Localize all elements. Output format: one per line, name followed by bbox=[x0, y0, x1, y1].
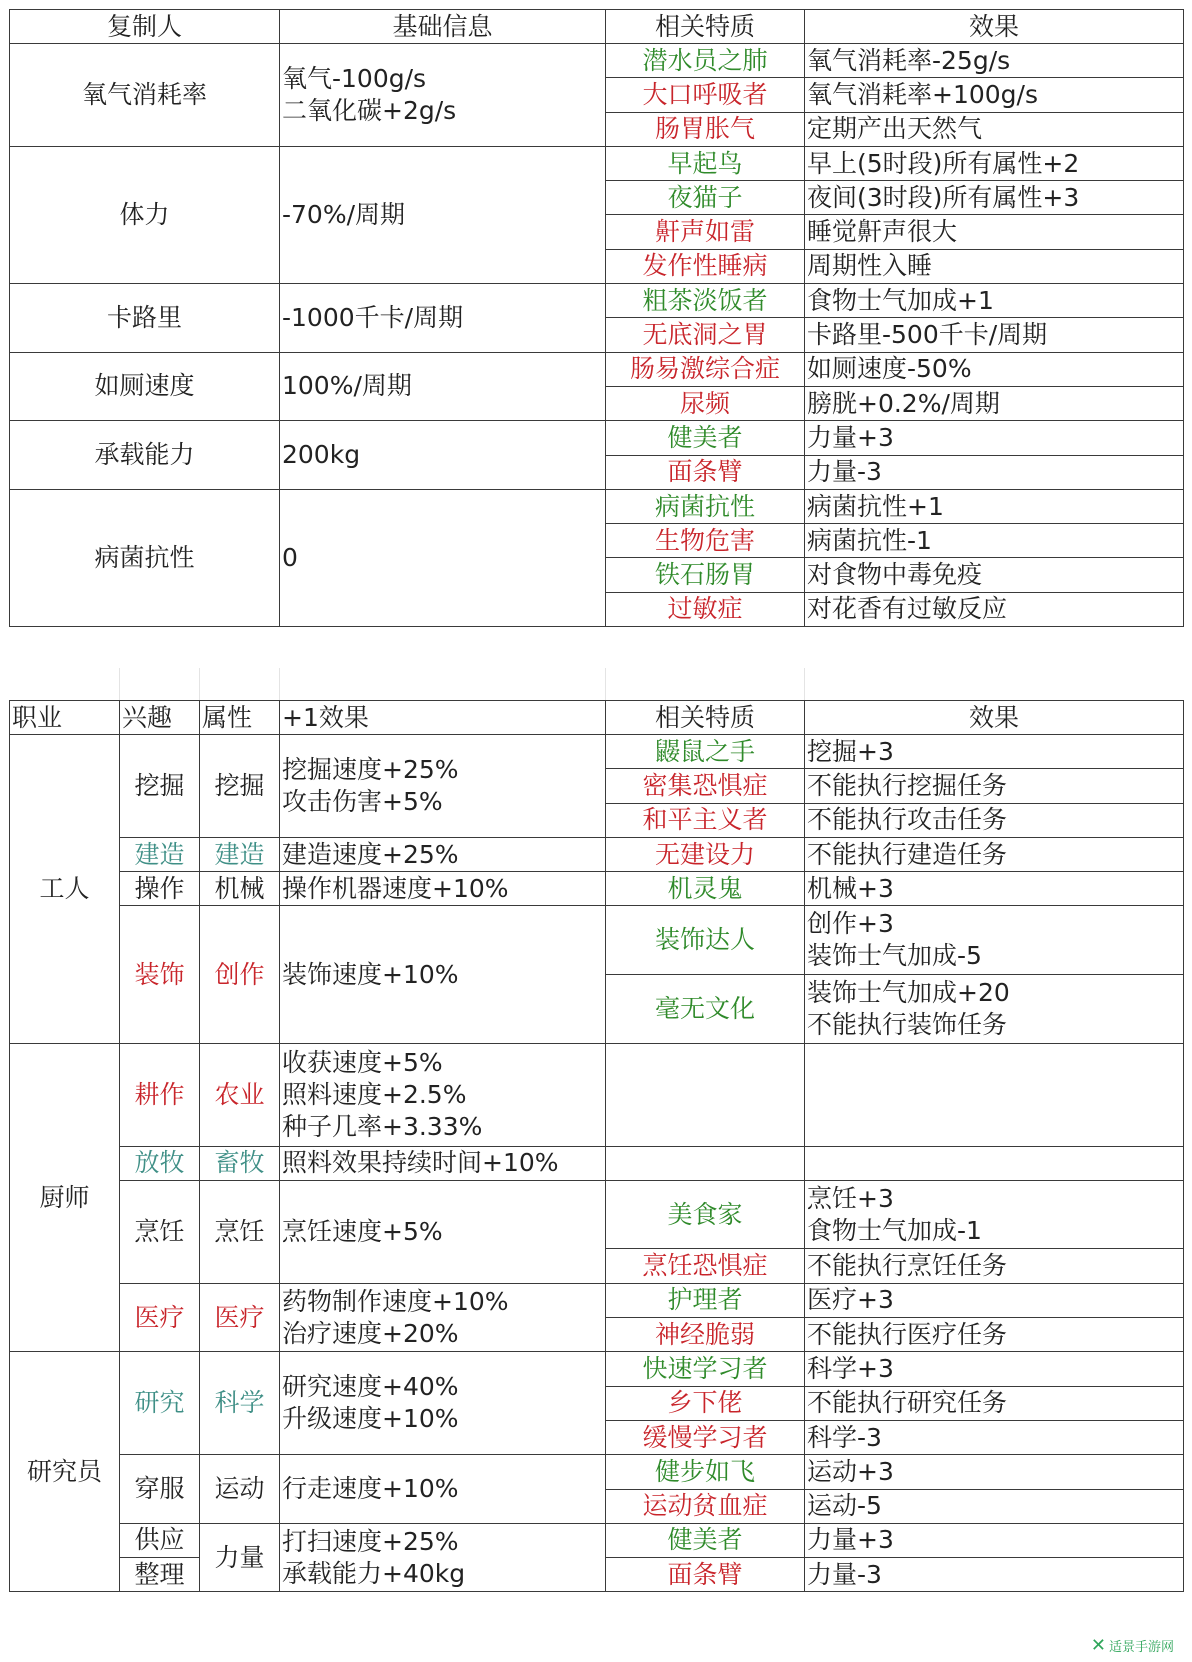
attribute-cell-text: 创作 bbox=[214, 959, 265, 989]
trait-name-cell-text: 健步如飞 bbox=[654, 1456, 755, 1486]
attribute-cell bbox=[200, 735, 280, 838]
trait-effect-cell bbox=[805, 906, 1184, 975]
table-row bbox=[10, 352, 1184, 386]
trait-name-cell bbox=[606, 249, 805, 283]
interest-cell bbox=[120, 837, 200, 871]
trait-effect-cell-text: 力量-3 bbox=[807, 457, 882, 487]
interest-cell-text: 耕作 bbox=[134, 1079, 185, 1109]
trait-effect-cell bbox=[805, 803, 1184, 837]
table-row bbox=[10, 1146, 1184, 1180]
trait-name-cell-text: 鼹鼠之手 bbox=[654, 736, 755, 766]
interest-cell bbox=[120, 1455, 200, 1524]
header-cell-text: +1效果 bbox=[282, 702, 369, 732]
trait-effect-cell bbox=[805, 872, 1184, 906]
trait-effect-cell bbox=[805, 837, 1184, 871]
trait-name-cell bbox=[606, 769, 805, 803]
trait-effect-cell bbox=[805, 1420, 1184, 1454]
bonus-cell-text: 打扫速度+25% bbox=[282, 1526, 459, 1556]
trait-name-cell-text: 尿频 bbox=[679, 388, 730, 418]
trait-name-cell bbox=[606, 489, 805, 523]
trait-effect-cell bbox=[805, 558, 1184, 592]
base-info-cell bbox=[280, 421, 606, 490]
base-info-cell-text: 200kg bbox=[282, 440, 361, 470]
header-cell bbox=[606, 10, 805, 44]
trait-name-cell-text: 神经脆弱 bbox=[654, 1319, 755, 1349]
trait-name-cell bbox=[606, 906, 805, 975]
trait-name-cell-text: 面条臂 bbox=[667, 1559, 743, 1589]
trait-effect-cell-text: 病菌抗性+1 bbox=[807, 491, 944, 521]
attribute-cell bbox=[200, 1455, 280, 1524]
trait-name-cell-text: 缓慢学习者 bbox=[642, 1422, 768, 1452]
trait-name-cell-text: 早起鸟 bbox=[667, 148, 743, 178]
header-cell bbox=[805, 10, 1184, 44]
interest-cell-text: 穿服 bbox=[134, 1474, 185, 1504]
trait-effect-cell-text: 运动-5 bbox=[807, 1491, 882, 1521]
trait-name-cell-text: 乡下佬 bbox=[667, 1388, 743, 1418]
bonus-cell-text: 装饰速度+10% bbox=[282, 959, 459, 989]
trait-name-cell bbox=[606, 1523, 805, 1557]
trait-effect-cell bbox=[805, 1043, 1184, 1146]
trait-effect-cell-text: 食物士气加成-1 bbox=[807, 1215, 982, 1245]
watermark bbox=[1091, 1635, 1174, 1656]
bonus-cell bbox=[280, 906, 606, 1043]
trait-effect-cell-text: 对花香有过敏反应 bbox=[807, 594, 1008, 624]
trait-name-cell bbox=[606, 1283, 805, 1317]
job-name-cell bbox=[10, 735, 120, 1044]
bonus-cell-text: 药物制作速度+10% bbox=[282, 1286, 509, 1316]
trait-effect-cell bbox=[805, 735, 1184, 769]
base-info-cell-text: 100%/周期 bbox=[282, 371, 412, 401]
trait-name-cell bbox=[606, 1420, 805, 1454]
trait-effect-cell bbox=[805, 112, 1184, 146]
header-cell bbox=[280, 701, 606, 735]
trait-effect-cell bbox=[805, 1455, 1184, 1489]
bonus-cell bbox=[280, 1146, 606, 1180]
trait-name-cell bbox=[606, 1318, 805, 1352]
trait-name-cell-text: 健美者 bbox=[667, 422, 743, 452]
trait-effect-cell bbox=[805, 146, 1184, 180]
attribute-cell bbox=[200, 1180, 280, 1283]
attribute-cell bbox=[200, 1283, 280, 1352]
bonus-cell-text: 升级速度+10% bbox=[282, 1404, 459, 1434]
base-info-cell-text: 0 bbox=[282, 542, 298, 572]
base-info-cell bbox=[280, 284, 606, 353]
trait-name-cell-text: 鼾声如雷 bbox=[654, 217, 755, 247]
trait-name-cell bbox=[606, 1455, 805, 1489]
trait-effect-cell bbox=[805, 284, 1184, 318]
trait-effect-cell bbox=[805, 352, 1184, 386]
trait-name-cell-text: 烹饪恐惧症 bbox=[642, 1251, 768, 1281]
interest-cell-text: 操作 bbox=[134, 873, 185, 903]
trait-name-cell-text: 病菌抗性 bbox=[654, 491, 755, 521]
trait-effect-cell bbox=[805, 524, 1184, 558]
bonus-cell-text: 照料速度+2.5% bbox=[282, 1079, 467, 1109]
trait-effect-cell-text: 力量+3 bbox=[807, 422, 894, 452]
trait-effect-cell bbox=[805, 769, 1184, 803]
trait-name-cell bbox=[606, 44, 805, 78]
attribute-cell bbox=[200, 906, 280, 1043]
interest-cell bbox=[120, 1180, 200, 1283]
trait-name-cell-text: 铁石肠胃 bbox=[654, 560, 755, 590]
trait-name-cell-text: 肠胃胀气 bbox=[654, 114, 755, 144]
interest-cell-text: 建造 bbox=[134, 839, 185, 869]
interest-cell bbox=[120, 906, 200, 1043]
trait-name-cell-text: 健美者 bbox=[667, 1525, 743, 1555]
header-cell-text: 效果 bbox=[968, 702, 1019, 732]
bonus-cell-text: 行走速度+10% bbox=[282, 1474, 459, 1504]
table-row bbox=[10, 489, 1184, 523]
trait-effect-cell bbox=[805, 78, 1184, 112]
trait-name-cell bbox=[606, 1146, 805, 1180]
trait-name-cell bbox=[606, 421, 805, 455]
trait-name-cell-text: 机灵鬼 bbox=[667, 873, 743, 903]
attribute-cell-text: 烹饪 bbox=[214, 1216, 265, 1246]
trait-effect-cell-text: 不能执行装饰任务 bbox=[807, 1009, 1008, 1039]
trait-name-cell bbox=[606, 1180, 805, 1249]
trait-effect-cell bbox=[805, 1489, 1184, 1523]
base-info-cell-text: -1000千卡/周期 bbox=[282, 302, 464, 332]
stat-name-cell bbox=[10, 44, 280, 147]
attribute-cell-text: 农业 bbox=[214, 1079, 265, 1109]
trait-effect-cell-text: 周期性入睡 bbox=[807, 251, 933, 281]
job-name-cell bbox=[10, 1043, 120, 1352]
trait-name-cell-text: 潜水员之肺 bbox=[642, 45, 768, 75]
table-row bbox=[10, 1043, 1184, 1146]
base-info-cell-text: 二氧化碳+2g/s bbox=[282, 95, 457, 125]
header-cell-text: 相关特质 bbox=[654, 702, 755, 732]
trait-effect-cell-text: 不能执行挖掘任务 bbox=[807, 770, 1008, 800]
bonus-cell-text: 建造速度+25% bbox=[282, 839, 459, 869]
trait-name-cell bbox=[606, 872, 805, 906]
trait-effect-cell-text: 氧气消耗率+100g/s bbox=[807, 79, 1038, 109]
table-row bbox=[10, 44, 1184, 78]
bonus-cell bbox=[280, 837, 606, 871]
header-cell-text: 兴趣 bbox=[122, 702, 173, 732]
header-cell bbox=[200, 701, 280, 735]
trait-effect-cell bbox=[805, 1318, 1184, 1352]
attribute-cell bbox=[200, 1352, 280, 1455]
header-cell bbox=[120, 701, 200, 735]
interest-cell bbox=[120, 872, 200, 906]
interest-cell bbox=[120, 1352, 200, 1455]
interest-cell bbox=[120, 1146, 200, 1180]
trait-effect-cell-text: 科学+3 bbox=[807, 1353, 894, 1383]
trait-name-cell-text: 粗茶淡饭者 bbox=[642, 285, 768, 315]
trait-effect-cell-text: 医疗+3 bbox=[807, 1285, 894, 1315]
trait-effect-cell bbox=[805, 1386, 1184, 1420]
attribute-cell bbox=[200, 872, 280, 906]
stat-name-cell-text: 氧气消耗率 bbox=[81, 79, 207, 109]
trait-name-cell bbox=[606, 146, 805, 180]
header-cell-text: 复制人 bbox=[106, 11, 182, 41]
header-cell-text: 效果 bbox=[968, 11, 1019, 41]
trait-effect-cell-text: 夜间(3时段)所有属性+3 bbox=[807, 182, 1080, 212]
bonus-cell bbox=[280, 1180, 606, 1283]
trait-effect-cell-text: 挖掘+3 bbox=[807, 736, 894, 766]
trait-effect-cell bbox=[805, 215, 1184, 249]
trait-effect-cell-text: 睡觉鼾声很大 bbox=[807, 217, 958, 247]
bonus-cell bbox=[280, 735, 606, 838]
trait-name-cell-text: 装饰达人 bbox=[654, 925, 755, 955]
table-row bbox=[10, 1523, 1184, 1557]
trait-effect-cell bbox=[805, 1180, 1184, 1249]
header-cell-text: 相关特质 bbox=[654, 11, 755, 41]
trait-name-cell-text: 无底洞之胃 bbox=[642, 320, 768, 350]
attribute-cell-text: 挖掘 bbox=[214, 770, 265, 800]
trait-name-cell bbox=[606, 975, 805, 1044]
trait-name-cell bbox=[606, 1352, 805, 1386]
interest-cell-text: 研究 bbox=[134, 1388, 185, 1418]
trait-effect-cell bbox=[805, 421, 1184, 455]
job-name-cell-text: 研究员 bbox=[26, 1456, 102, 1486]
trait-effect-cell-text: 不能执行建造任务 bbox=[807, 839, 1008, 869]
trait-name-cell bbox=[606, 386, 805, 420]
stat-name-cell-text: 体力 bbox=[119, 199, 170, 229]
header-cell bbox=[606, 701, 805, 735]
stat-name-cell-text: 病菌抗性 bbox=[94, 542, 195, 572]
table-row bbox=[10, 906, 1184, 975]
trait-effect-cell bbox=[805, 386, 1184, 420]
interest-cell bbox=[120, 1523, 200, 1557]
trait-effect-cell-text: 运动+3 bbox=[807, 1456, 894, 1486]
trait-effect-cell-text: 力量-3 bbox=[807, 1559, 882, 1589]
trait-effect-cell bbox=[805, 249, 1184, 283]
trait-effect-cell bbox=[805, 1146, 1184, 1180]
header-cell bbox=[10, 701, 120, 735]
trait-effect-cell-text: 科学-3 bbox=[807, 1422, 882, 1452]
trait-name-cell bbox=[606, 455, 805, 489]
table-row bbox=[10, 421, 1184, 455]
stat-name-cell-text: 如厕速度 bbox=[94, 371, 195, 401]
trait-name-cell bbox=[606, 803, 805, 837]
trait-name-cell-text: 无建设力 bbox=[654, 839, 755, 869]
header-cell-text: 基础信息 bbox=[392, 11, 493, 41]
trait-name-cell-text: 面条臂 bbox=[667, 457, 743, 487]
trait-name-cell-text: 护理者 bbox=[667, 1285, 743, 1315]
header-cell bbox=[10, 10, 280, 44]
trait-effect-cell-text: 对食物中毒免疫 bbox=[807, 560, 983, 590]
interest-cell-text: 供应 bbox=[134, 1525, 185, 1555]
bonus-cell-text: 挖掘速度+25% bbox=[282, 754, 459, 784]
table-row bbox=[10, 872, 1184, 906]
trait-name-cell-text: 生物危害 bbox=[654, 525, 755, 555]
trait-name-cell bbox=[606, 735, 805, 769]
trait-effect-cell-text: 定期产出天然气 bbox=[807, 114, 983, 144]
trait-name-cell bbox=[606, 837, 805, 871]
trait-name-cell-text: 密集恐惧症 bbox=[642, 770, 768, 800]
trait-name-cell-text: 肠易激综合症 bbox=[629, 354, 780, 384]
job-name-cell-text: 工人 bbox=[39, 873, 90, 903]
trait-effect-cell bbox=[805, 1283, 1184, 1317]
stat-name-cell bbox=[10, 352, 280, 421]
table-row bbox=[10, 1455, 1184, 1489]
trait-effect-cell-text: 不能执行研究任务 bbox=[807, 1388, 1008, 1418]
bonus-cell bbox=[280, 872, 606, 906]
base-info-cell bbox=[280, 489, 606, 626]
interest-cell bbox=[120, 735, 200, 838]
trait-effect-cell bbox=[805, 181, 1184, 215]
bonus-cell-text: 操作机器速度+10% bbox=[282, 873, 509, 903]
trait-name-cell bbox=[606, 78, 805, 112]
bonus-cell-text: 种子几率+3.33% bbox=[282, 1111, 483, 1141]
table-row bbox=[10, 1283, 1184, 1317]
trait-effect-cell-text: 不能执行烹饪任务 bbox=[807, 1251, 1008, 1281]
trait-name-cell-text: 过敏症 bbox=[667, 594, 743, 624]
stat-name-cell-text: 卡路里 bbox=[106, 302, 182, 332]
bonus-cell-text: 治疗速度+20% bbox=[282, 1318, 459, 1348]
interest-cell-text: 烹饪 bbox=[134, 1216, 185, 1246]
trait-name-cell bbox=[606, 1249, 805, 1283]
trait-name-cell-text: 大口呼吸者 bbox=[642, 79, 768, 109]
table-row bbox=[10, 735, 1184, 769]
table-row bbox=[10, 1180, 1184, 1249]
base-info-cell bbox=[280, 352, 606, 421]
trait-effect-cell-text: 氧气消耗率-25g/s bbox=[807, 45, 1011, 75]
trait-effect-cell-text: 食物士气加成+1 bbox=[807, 285, 994, 315]
job-interest-table bbox=[9, 700, 1184, 1592]
base-info-cell-text: 氧气-100g/s bbox=[282, 63, 427, 93]
trait-name-cell bbox=[606, 1489, 805, 1523]
interest-cell-text: 放牧 bbox=[134, 1148, 185, 1178]
table-row bbox=[10, 146, 1184, 180]
interest-cell-text: 挖掘 bbox=[134, 770, 185, 800]
attribute-cell-text: 机械 bbox=[214, 873, 265, 903]
trait-name-cell bbox=[606, 318, 805, 352]
stat-name-cell bbox=[10, 146, 280, 283]
job-name-cell bbox=[10, 1352, 120, 1592]
trait-effect-cell bbox=[805, 1558, 1184, 1592]
trait-name-cell-text: 快速学习者 bbox=[642, 1353, 768, 1383]
stat-name-cell-text: 承载能力 bbox=[94, 440, 195, 470]
base-info-cell bbox=[280, 44, 606, 147]
attribute-cell bbox=[200, 1523, 280, 1592]
trait-name-cell bbox=[606, 1043, 805, 1146]
trait-name-cell-text: 运动贫血症 bbox=[642, 1491, 768, 1521]
interest-cell bbox=[120, 1558, 200, 1592]
interest-cell-text: 医疗 bbox=[134, 1302, 185, 1332]
trait-name-cell-text: 夜猫子 bbox=[667, 182, 743, 212]
attribute-cell-text: 建造 bbox=[214, 839, 265, 869]
watermark-logo-icon: ✕ bbox=[1090, 1635, 1106, 1656]
attribute-cell-text: 医疗 bbox=[214, 1302, 265, 1332]
bonus-cell bbox=[280, 1283, 606, 1352]
table-gap bbox=[9, 668, 1183, 700]
bonus-cell bbox=[280, 1043, 606, 1146]
trait-name-cell bbox=[606, 1558, 805, 1592]
trait-effect-cell-text: 力量+3 bbox=[807, 1525, 894, 1555]
base-info-cell bbox=[280, 146, 606, 283]
interest-cell-text: 装饰 bbox=[134, 959, 185, 989]
attribute-cell-text: 力量 bbox=[214, 1542, 265, 1572]
table-row bbox=[10, 837, 1184, 871]
trait-effect-cell-text: 装饰士气加成-5 bbox=[807, 941, 982, 971]
trait-effect-cell bbox=[805, 1352, 1184, 1386]
stat-name-cell bbox=[10, 489, 280, 626]
bonus-cell bbox=[280, 1455, 606, 1524]
attribute-cell-text: 科学 bbox=[214, 1388, 265, 1418]
trait-effect-cell bbox=[805, 489, 1184, 523]
trait-name-cell-text: 毫无文化 bbox=[654, 993, 755, 1023]
trait-name-cell-text: 美食家 bbox=[667, 1199, 743, 1229]
trait-effect-cell-text: 装饰士气加成+20 bbox=[807, 977, 1010, 1007]
attribute-cell bbox=[200, 837, 280, 871]
interest-cell-text: 整理 bbox=[134, 1559, 185, 1589]
attribute-cell-text: 运动 bbox=[214, 1474, 265, 1504]
table-row bbox=[10, 1352, 1184, 1386]
trait-name-cell bbox=[606, 112, 805, 146]
trait-effect-cell-text: 机械+3 bbox=[807, 873, 894, 903]
trait-effect-cell-text: 如厕速度-50% bbox=[807, 354, 972, 384]
trait-name-cell bbox=[606, 284, 805, 318]
trait-effect-cell-text: 不能执行攻击任务 bbox=[807, 805, 1008, 835]
attribute-cell bbox=[200, 1146, 280, 1180]
attribute-cell-text: 畜牧 bbox=[214, 1148, 265, 1178]
trait-effect-cell-text: 膀胱+0.2%/周期 bbox=[807, 388, 1000, 418]
trait-effect-cell-text: 病菌抗性-1 bbox=[807, 525, 932, 555]
trait-effect-cell bbox=[805, 1523, 1184, 1557]
trait-name-cell bbox=[606, 524, 805, 558]
trait-name-cell bbox=[606, 558, 805, 592]
bonus-cell-text: 烹饪速度+5% bbox=[282, 1216, 443, 1246]
trait-name-cell-text: 发作性睡病 bbox=[642, 251, 768, 281]
job-name-cell-text: 厨师 bbox=[39, 1182, 90, 1212]
bonus-cell-text: 攻击伤害+5% bbox=[282, 786, 443, 816]
trait-effect-cell bbox=[805, 44, 1184, 78]
trait-effect-cell-text: 不能执行医疗任务 bbox=[807, 1319, 1008, 1349]
bonus-cell-text: 承载能力+40kg bbox=[282, 1558, 466, 1588]
bonus-cell-text: 研究速度+40% bbox=[282, 1372, 459, 1402]
trait-effect-cell bbox=[805, 1249, 1184, 1283]
stat-name-cell bbox=[10, 421, 280, 490]
interest-cell bbox=[120, 1043, 200, 1146]
trait-name-cell-text: 和平主义者 bbox=[642, 805, 768, 835]
base-info-cell-text: -70%/周期 bbox=[282, 199, 406, 229]
interest-cell bbox=[120, 1283, 200, 1352]
watermark-text: 适景手游网 bbox=[1108, 1640, 1174, 1655]
bonus-cell bbox=[280, 1523, 606, 1592]
trait-effect-cell bbox=[805, 318, 1184, 352]
trait-name-cell bbox=[606, 181, 805, 215]
bonus-cell bbox=[280, 1352, 606, 1455]
trait-effect-cell-text: 创作+3 bbox=[807, 909, 894, 939]
header-cell bbox=[805, 701, 1184, 735]
replicant-stats-table bbox=[9, 9, 1184, 627]
table-row bbox=[10, 284, 1184, 318]
trait-effect-cell bbox=[805, 455, 1184, 489]
header-cell-text: 职业 bbox=[12, 702, 63, 732]
trait-effect-cell-text: 烹饪+3 bbox=[807, 1183, 894, 1213]
attribute-cell bbox=[200, 1043, 280, 1146]
stat-name-cell bbox=[10, 284, 280, 353]
bonus-cell-text: 收获速度+5% bbox=[282, 1047, 443, 1077]
trait-effect-cell bbox=[805, 592, 1184, 626]
trait-name-cell bbox=[606, 592, 805, 626]
header-cell-text: 属性 bbox=[202, 702, 253, 732]
header-cell bbox=[280, 10, 606, 44]
trait-name-cell bbox=[606, 215, 805, 249]
trait-name-cell bbox=[606, 352, 805, 386]
trait-effect-cell bbox=[805, 975, 1184, 1044]
trait-name-cell bbox=[606, 1386, 805, 1420]
bonus-cell-text: 照料效果持续时间+10% bbox=[282, 1148, 559, 1178]
trait-effect-cell-text: 卡路里-500千卡/周期 bbox=[807, 320, 1048, 350]
trait-effect-cell-text: 早上(5时段)所有属性+2 bbox=[807, 148, 1080, 178]
